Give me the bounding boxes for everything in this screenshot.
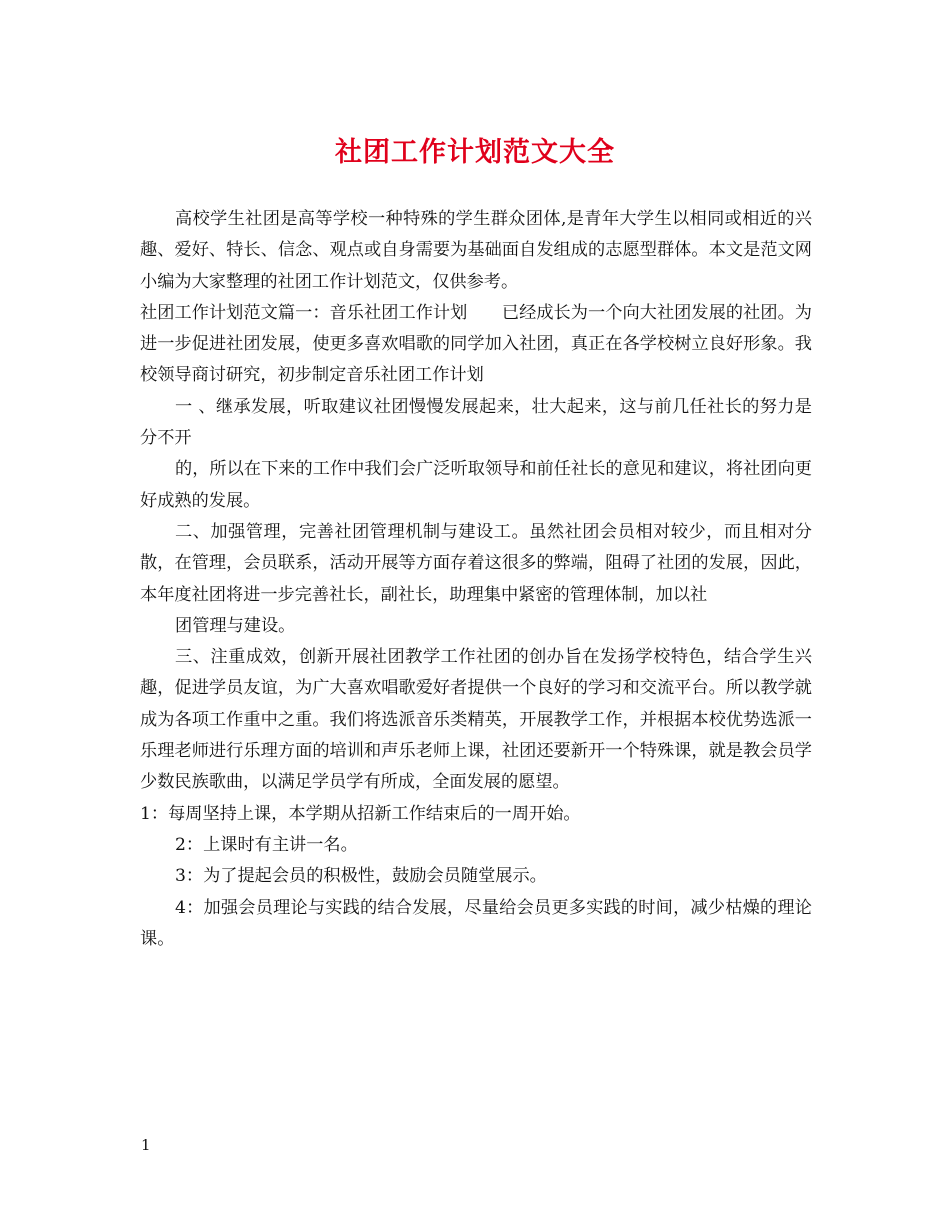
point-three-paragraph: 三、注重成效，创新开展社团教学工作社团的创办旨在发扬学校特色，结合学生兴趣，促进学员友谊，为广大喜欢唱歌爱好者提供一个良好的学习和交流平台。所以教学就成为各项工作重中之重。我们将选派音乐类精英，开展教学工作，并根据本校优势选派一乐理老师进行乐理方面的培训和声乐老师上课，社团还要新开一个特殊课，就是教会员学少数民族歌曲，以满足学员学有所成，全面发展的愿望。 [140,647,812,793]
point-one-continued-paragraph: 的，所以在下来的工作中我们会广泛听取领导和前任社长的意见和建议，将社团向更好成熟的发展。 [140,459,812,511]
point-two-paragraph: 二、加强管理，完善社团管理机制与建设工。虽然社团会员相对较少，而且相对分散，在管理，会员联系，活动开展等方面存着这很多的弊端，阻碍了社团的发展，因此，本年度社团将进一步完善社长，副社长，助理集中紧密的管理体制，加以社 [140,521,812,605]
list-item-3: 3：为了提起会员的积极性，鼓励会员随堂展示。 [175,866,547,887]
section-heading-paragraph: 社团工作计划范文篇一：音乐社团工作计划 已经成长为一个向大社团发展的社团。为进一步促进社团发展，使更多喜欢唱歌的同学加入社团，真正在各学校树立良好形象。我校领导商讨研究，初步制定音乐社团工作计划 [140,302,812,386]
point-two-continued-paragraph: 团管理与建设。 [175,615,296,636]
page-number: 1 [141,1136,151,1154]
document-title: 社团工作计划范文大全 [335,137,615,168]
list-item-2: 2：上课时有主讲一名。 [175,834,358,855]
list-item-1: 1：每周坚持上课，本学期从招新工作结束后的一周开始。 [140,803,581,824]
list-item-4: 4：加强会员理论与实践的结合发展，尽量给会员更多实践的时间，减少枯燥的理论课。 [140,897,812,949]
point-one-paragraph: 一 、继承发展，听取建议社团慢慢发展起来，壮大起来，这与前几任社长的努力是分不开 [140,396,812,449]
document-body [140,204,812,955]
intro-paragraph: 高校学生社团是高等学校一种特殊的学生群众团体,是青年大学生以相同或相近的兴趣、爱好、特长、信念、观点或自身需要为基础面自发组成的志愿型群体。本文是范文网小编为大家整理的社团工作计划范文，仅供参考。 [140,209,812,292]
